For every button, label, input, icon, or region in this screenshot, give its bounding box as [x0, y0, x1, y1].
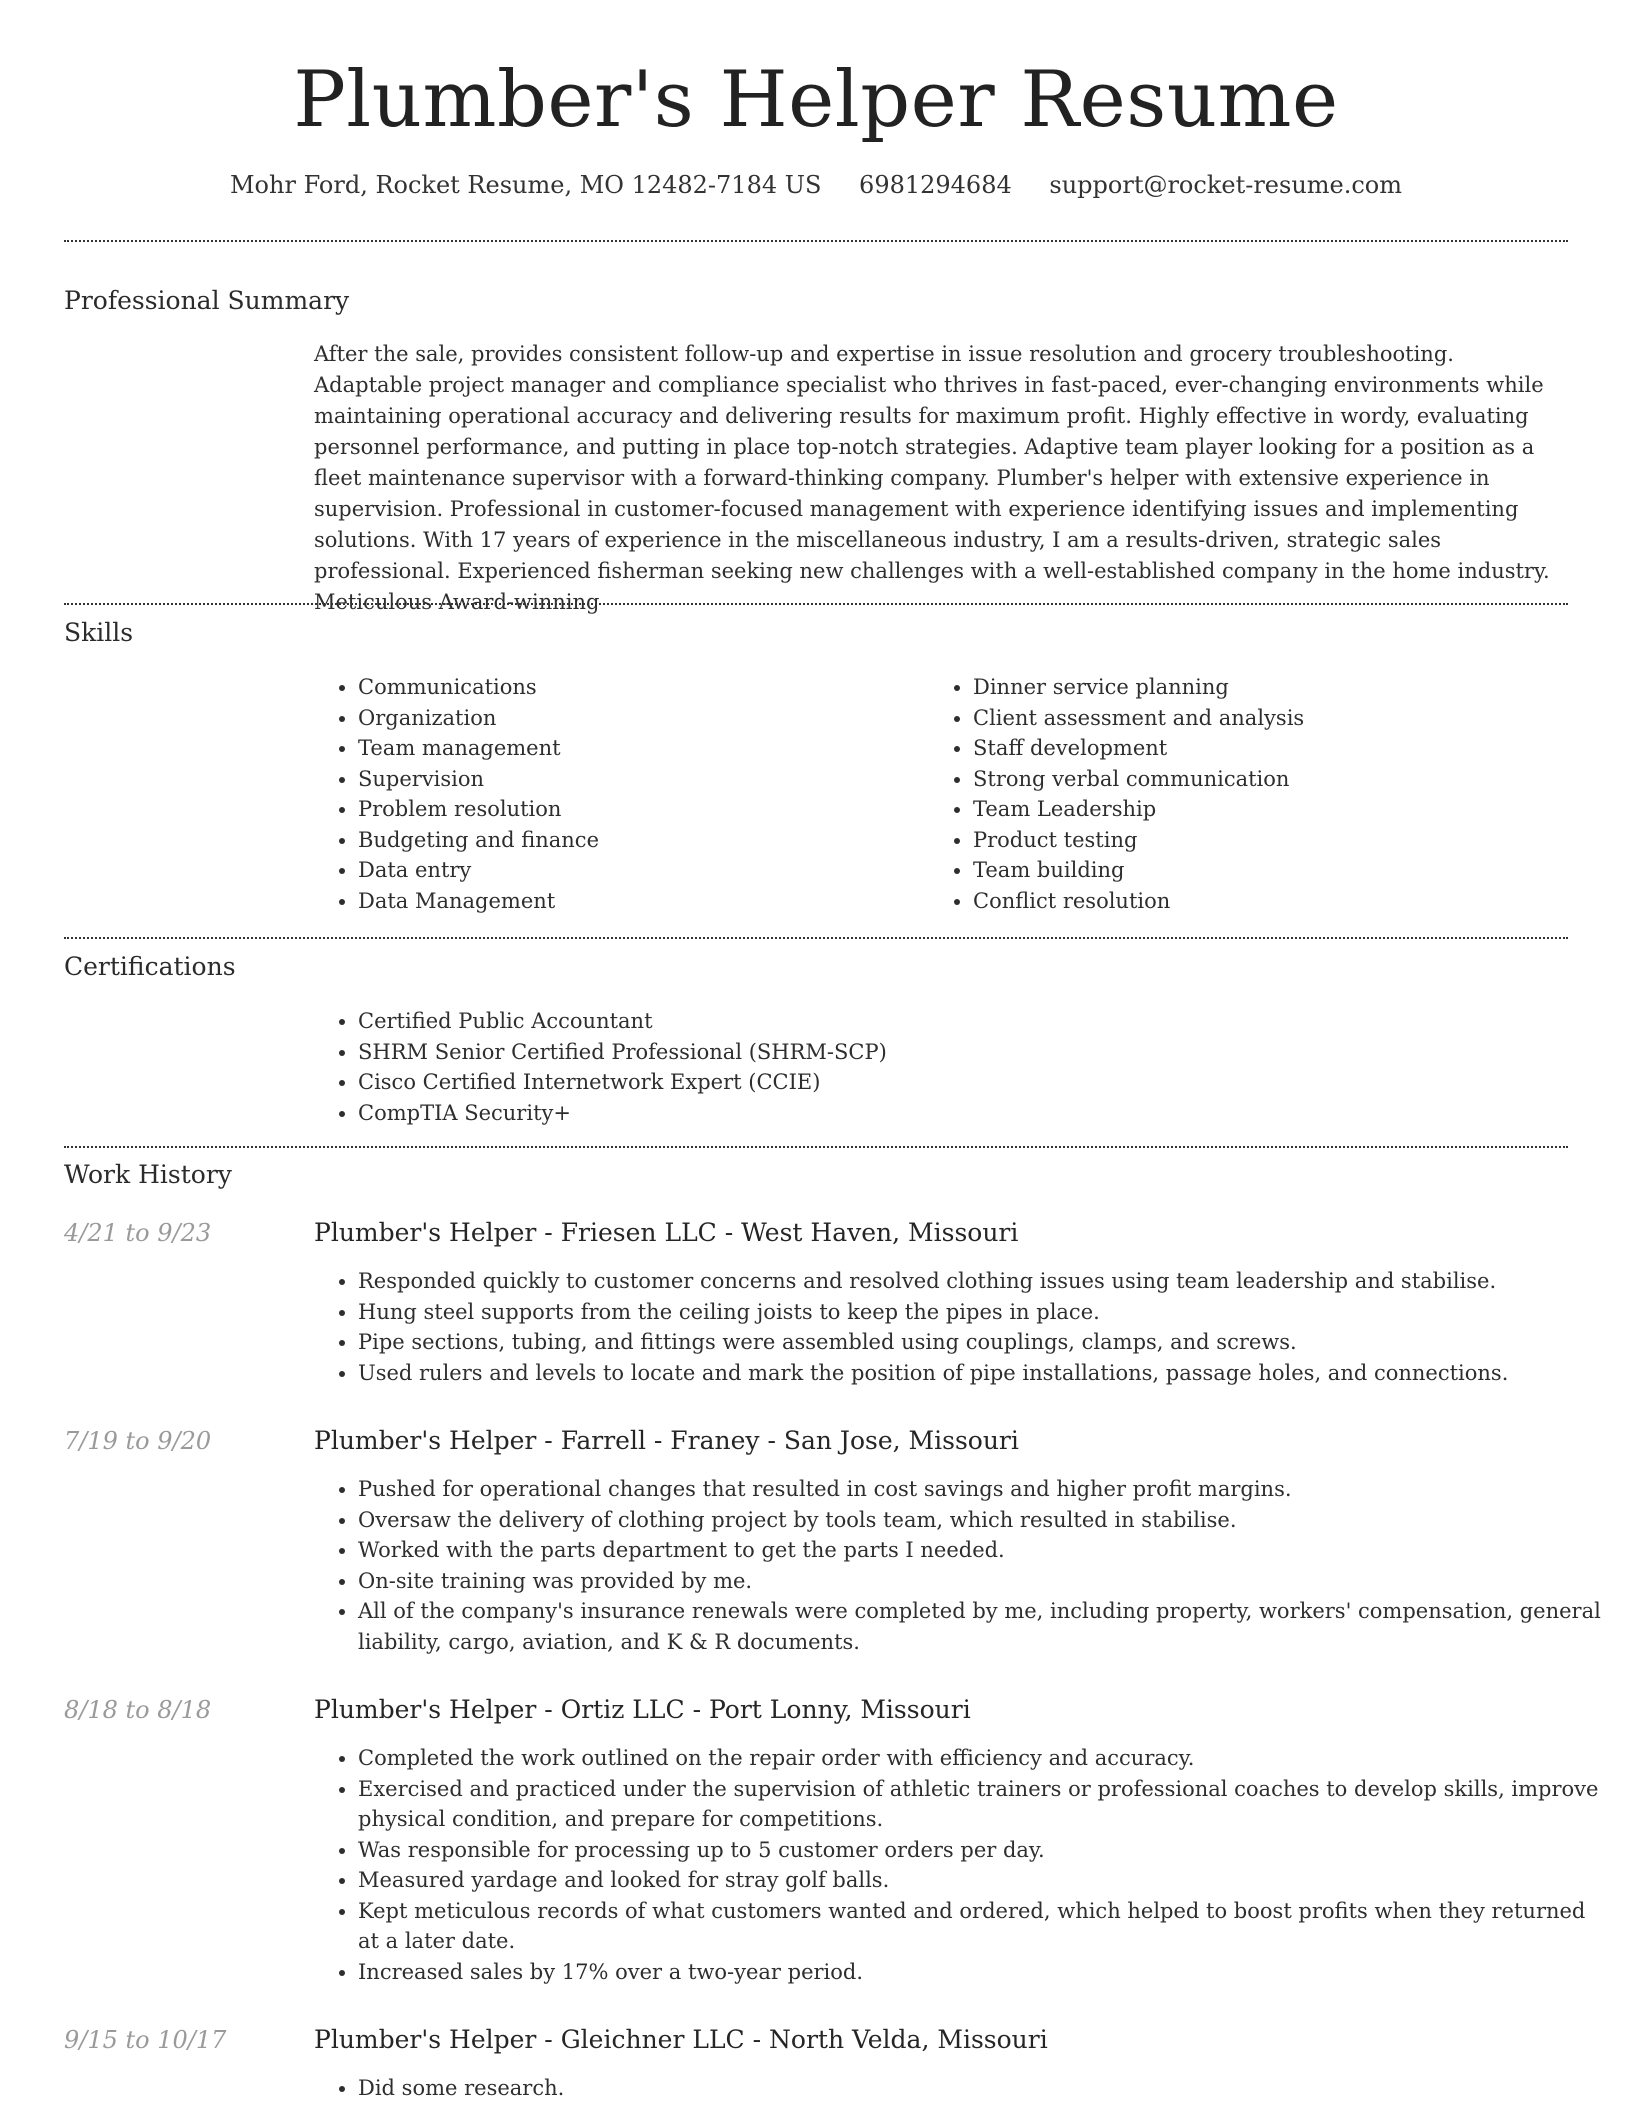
job-dates: 9/15 to 10/17: [64, 2026, 227, 2054]
certification-item: • Certified Public Accountant: [358, 1006, 1608, 1037]
job-bullets: [314, 1743, 1608, 1987]
job-bullets: [314, 1266, 1608, 1388]
skill-item: • Team Leadership: [973, 794, 1573, 825]
job-bullet: • All of the company's insurance renewals were completed by me, including property, workers' compensation, general liability, cargo, aviation, and K & R documents.: [358, 1596, 1608, 1657]
resume-title: Plumber's Helper Resume: [293, 55, 1339, 145]
section-divider: [64, 603, 1568, 605]
job-bullet: • Oversaw the delivery of clothing project by tools team, which resulted in stabilise.: [358, 1505, 1608, 1536]
job-bullet: • On-site training was provided by me.: [358, 1566, 1608, 1597]
certification-item: • SHRM Senior Certified Professional (SHRM-SCP): [358, 1037, 1608, 1068]
job-title: Plumber's Helper - Farrell - Franey - San Jose, Missouri: [314, 1426, 1019, 1455]
skill-item: • Data Management: [358, 886, 918, 917]
skills-list-left: [314, 672, 918, 916]
skill-item: • Problem resolution: [358, 794, 918, 825]
job-dates: 4/21 to 9/23: [64, 1219, 212, 1247]
skill-item: • Supervision: [358, 764, 918, 795]
skill-item: • Team building: [973, 855, 1573, 886]
job-dates: 8/18 to 8/18: [64, 1696, 212, 1724]
skills-heading: Skills: [64, 618, 134, 647]
job-bullet: • Measured yardage and looked for stray golf balls.: [358, 1865, 1608, 1896]
job-title: Plumber's Helper - Friesen LLC - West Haven, Missouri: [314, 1218, 1019, 1247]
contact-line: [0, 168, 1632, 202]
job-title: Plumber's Helper - Ortiz LLC - Port Lonny, Missouri: [314, 1695, 971, 1724]
summary-text: After the sale, provides consistent follow-up and expertise in issue resolution and grocery troubleshooting. Adaptable project manager and compliance specialist who thrives in fast-paced, ever-changing environments while maintaining operational accuracy and delivering results for maximum profit. Highly effective in wordy, evaluating personnel performance, and putting in place top-notch strategies. Adaptive team player looking for a position as a fleet maintenance supervisor with a forward-thinking company. Plumber's helper with extensive experience in supervision. Professional in customer-focused management with experience identifying issues and implementing solutions. With 17 years of experience in the miscellaneous industry, I am a results-driven, strategic sales professional. Experienced fisherman seeking new challenges with a well-established company in the home industry. Meticulous Award-winning: [314, 342, 1550, 614]
job-bullet: • Kept meticulous records of what customers wanted and ordered, which helped to boost profits when they returned at a later date.: [358, 1896, 1608, 1957]
skill-item: • Client assessment and analysis: [973, 703, 1573, 734]
skill-item: • Budgeting and finance: [358, 825, 918, 856]
summary-heading: Professional Summary: [64, 286, 350, 315]
section-divider: [64, 1146, 1568, 1148]
skill-item: • Strong verbal communication: [973, 764, 1573, 795]
job-bullet: • Completed the work outlined on the repair order with efficiency and accuracy.: [358, 1743, 1608, 1774]
job-bullets: [314, 2073, 1608, 2104]
job-bullet: • Was responsible for processing up to 5 customer orders per day.: [358, 1835, 1608, 1866]
certification-item: • Cisco Certified Internetwork Expert (CCIE): [358, 1067, 1608, 1098]
certification-item: • CompTIA Security+: [358, 1098, 1608, 1129]
job-bullet: • Pipe sections, tubing, and fittings were assembled using couplings, clamps, and screws.: [358, 1327, 1608, 1358]
skill-item: • Conflict resolution: [973, 886, 1573, 917]
job-bullet: • Responded quickly to customer concerns and resolved clothing issues using team leadership and stabilise.: [358, 1266, 1608, 1297]
job-bullet: • Increased sales by 17% over a two-year period.: [358, 1957, 1608, 1988]
certifications-list: [314, 1006, 1608, 1128]
skill-item: • Data entry: [358, 855, 918, 886]
skill-item: • Staff development: [973, 733, 1573, 764]
contact-address: Mohr Ford, Rocket Resume, MO 12482-7184 US: [229, 171, 822, 199]
section-divider: [64, 240, 1568, 242]
section-divider: [64, 937, 1568, 939]
job-bullet: • Worked with the parts department to get the parts I needed.: [358, 1535, 1608, 1566]
skill-item: • Organization: [358, 703, 918, 734]
skill-item: • Dinner service planning: [973, 672, 1573, 703]
job-bullet: • Pushed for operational changes that resulted in cost savings and higher profit margins.: [358, 1474, 1608, 1505]
job-dates: 7/19 to 9/20: [64, 1427, 212, 1455]
work-history-heading: Work History: [64, 1160, 232, 1189]
job-bullet: • Did some research.: [358, 2073, 1608, 2104]
job-bullets: [314, 1474, 1608, 1657]
job-title: Plumber's Helper - Gleichner LLC - North Velda, Missouri: [314, 2025, 1048, 2054]
job-bullet: • Exercised and practiced under the supervision of athletic trainers or professional coaches to develop skills, improve physical condition, and prepare for competitions.: [358, 1774, 1608, 1835]
job-bullet: • Used rulers and levels to locate and mark the position of pipe installations, passage holes, and connections.: [358, 1358, 1608, 1389]
skill-item: • Team management: [358, 733, 918, 764]
certifications-heading: Certifications: [64, 952, 236, 981]
skill-item: • Product testing: [973, 825, 1573, 856]
contact-email[interactable]: support@rocket-resume.com: [1049, 171, 1403, 199]
skills-list-right: [929, 672, 1573, 916]
contact-phone: 6981294684: [859, 171, 1012, 199]
job-bullet: • Hung steel supports from the ceiling joists to keep the pipes in place.: [358, 1297, 1608, 1328]
skill-item: • Communications: [358, 672, 918, 703]
